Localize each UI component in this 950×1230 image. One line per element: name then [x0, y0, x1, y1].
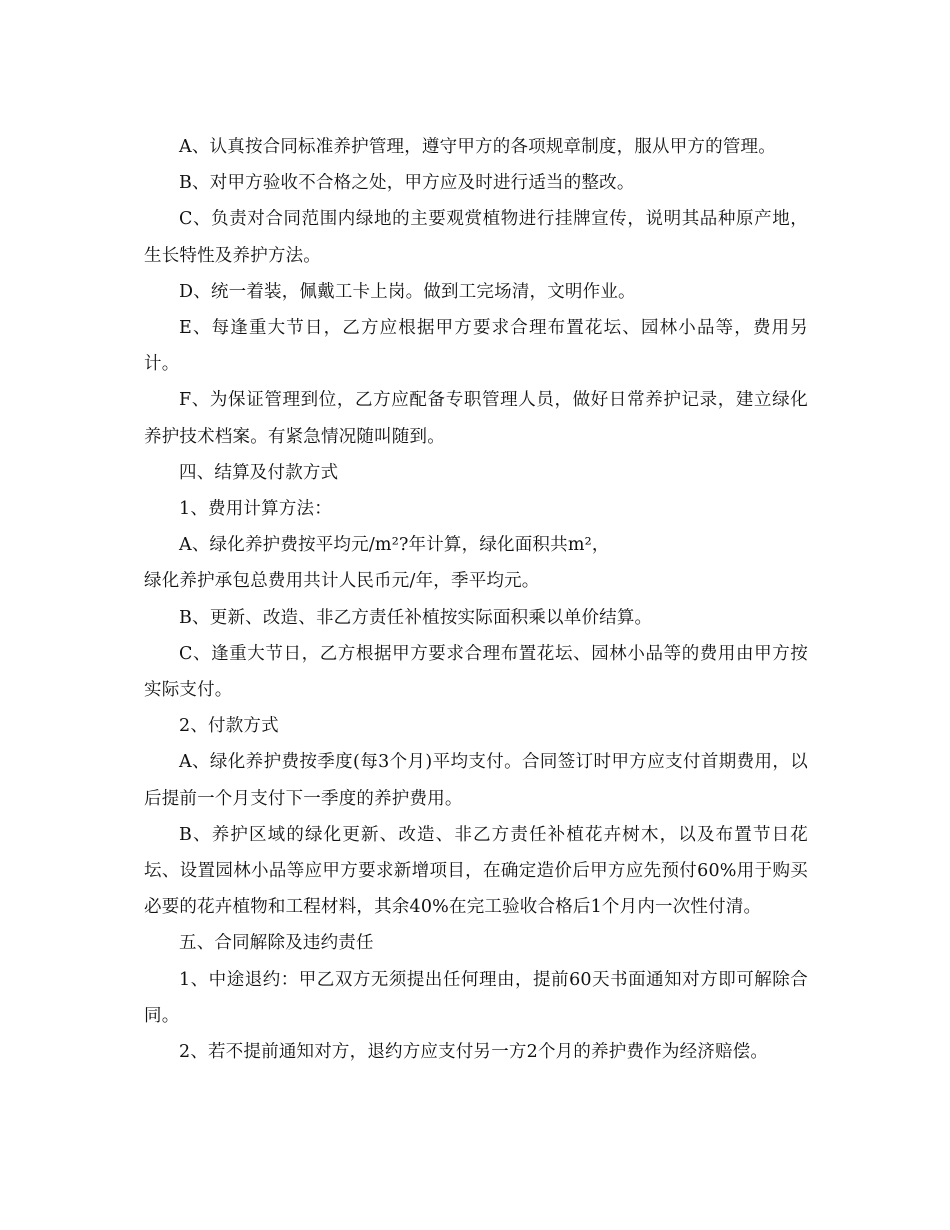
paragraph: A、绿化养护费按季度(每3个月)平均支付。合同签订时甲方应支付首期费用，以后提前一个月支付下一季度的养护费用。: [144, 752, 808, 809]
paragraph: 1、费用计算方法：: [179, 499, 332, 520]
paragraph: A、认真按合同标准养护管理，遵守甲方的各项规章制度，服从甲方的管理。: [179, 137, 776, 157]
paragraph: D、统一着装，佩戴工卡上岗。做到工完场清，文明作业。: [179, 281, 636, 302]
document-body: [144, 129, 808, 1070]
paragraph: 2、若不提前通知对方，退约方应支付另一方2个月的养护费作为经济赔偿。: [179, 1042, 769, 1063]
paragraph: A、绿化养护费按平均元/m²?年计算，绿化面积共m²，: [179, 535, 610, 556]
paragraph: 五、合同解除及违约责任: [179, 933, 374, 954]
paragraph: 四、结算及付款方式: [179, 462, 339, 483]
paragraph: C、逢重大节日，乙方根据甲方要求合理布置花坛、园林小品等的费用由甲方按实际支付。: [144, 643, 808, 701]
paragraph: F、为保证管理到位，乙方应配备专职管理人员，做好日常养护记录，建立绿化养护技术档案。有紧急情况随叫随到。: [144, 390, 808, 447]
paragraph: B、养护区域的绿化更新、改造、非乙方责任补植花卉树木，以及布置节日花坛、设置园林小品等应甲方要求新增项目，在确定造价后甲方应先预付60%用于购买必要的花卉植物和工程材料，其余40%在完工验收合格后1个月内一次性付清。: [144, 824, 808, 918]
paragraph: 1、中途退约：甲乙双方无须提出任何理由，提前60天书面通知对方即可解除合同。: [144, 969, 808, 1026]
paragraph: B、对甲方验收不合格之处，甲方应及时进行适当的整改。: [179, 173, 635, 194]
paragraph: C、负责对合同范围内绿地的主要观赏植物进行挂牌宣传，说明其品种原产地，生长特性及养护方法。: [144, 209, 808, 266]
paragraph: E、每逢重大节日，乙方应根据甲方要求合理布置花坛、园林小品等，费用另计。: [144, 318, 808, 375]
paragraph: B、更新、改造、非乙方责任补植按实际面积乘以单价结算。: [179, 607, 653, 628]
paragraph: 绿化养护承包总费用共计人民币元/年，季平均元。: [144, 571, 540, 592]
paragraph: 2、付款方式: [179, 716, 279, 737]
